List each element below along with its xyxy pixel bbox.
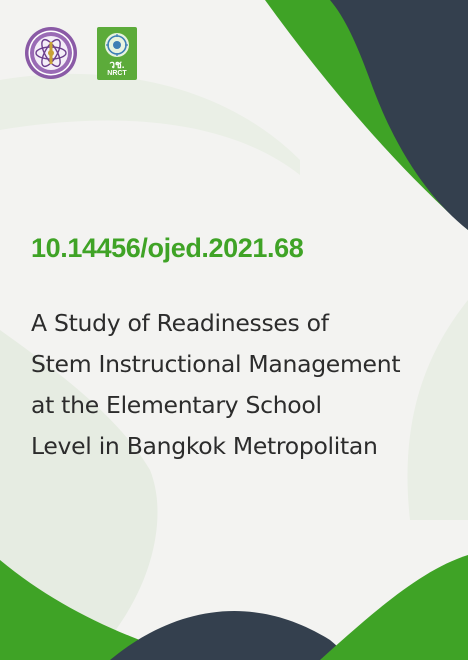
nrct-thai-text: วช.	[109, 60, 125, 71]
article-title: A Study of Readinesses of Stem Instructional Management at the Elementary School Level in Bangkok Metropolitan	[31, 309, 401, 460]
pale-arc-upper	[0, 74, 300, 175]
bottom-navy-shape	[110, 611, 348, 660]
nrct-english-text: NRCT	[107, 70, 127, 77]
bottom-right-green-shape	[320, 555, 468, 660]
university-seal-icon	[24, 26, 78, 80]
nrct-logo-icon	[97, 27, 137, 80]
doi-identifier: 10.14456/ojed.2021.68	[31, 233, 304, 263]
